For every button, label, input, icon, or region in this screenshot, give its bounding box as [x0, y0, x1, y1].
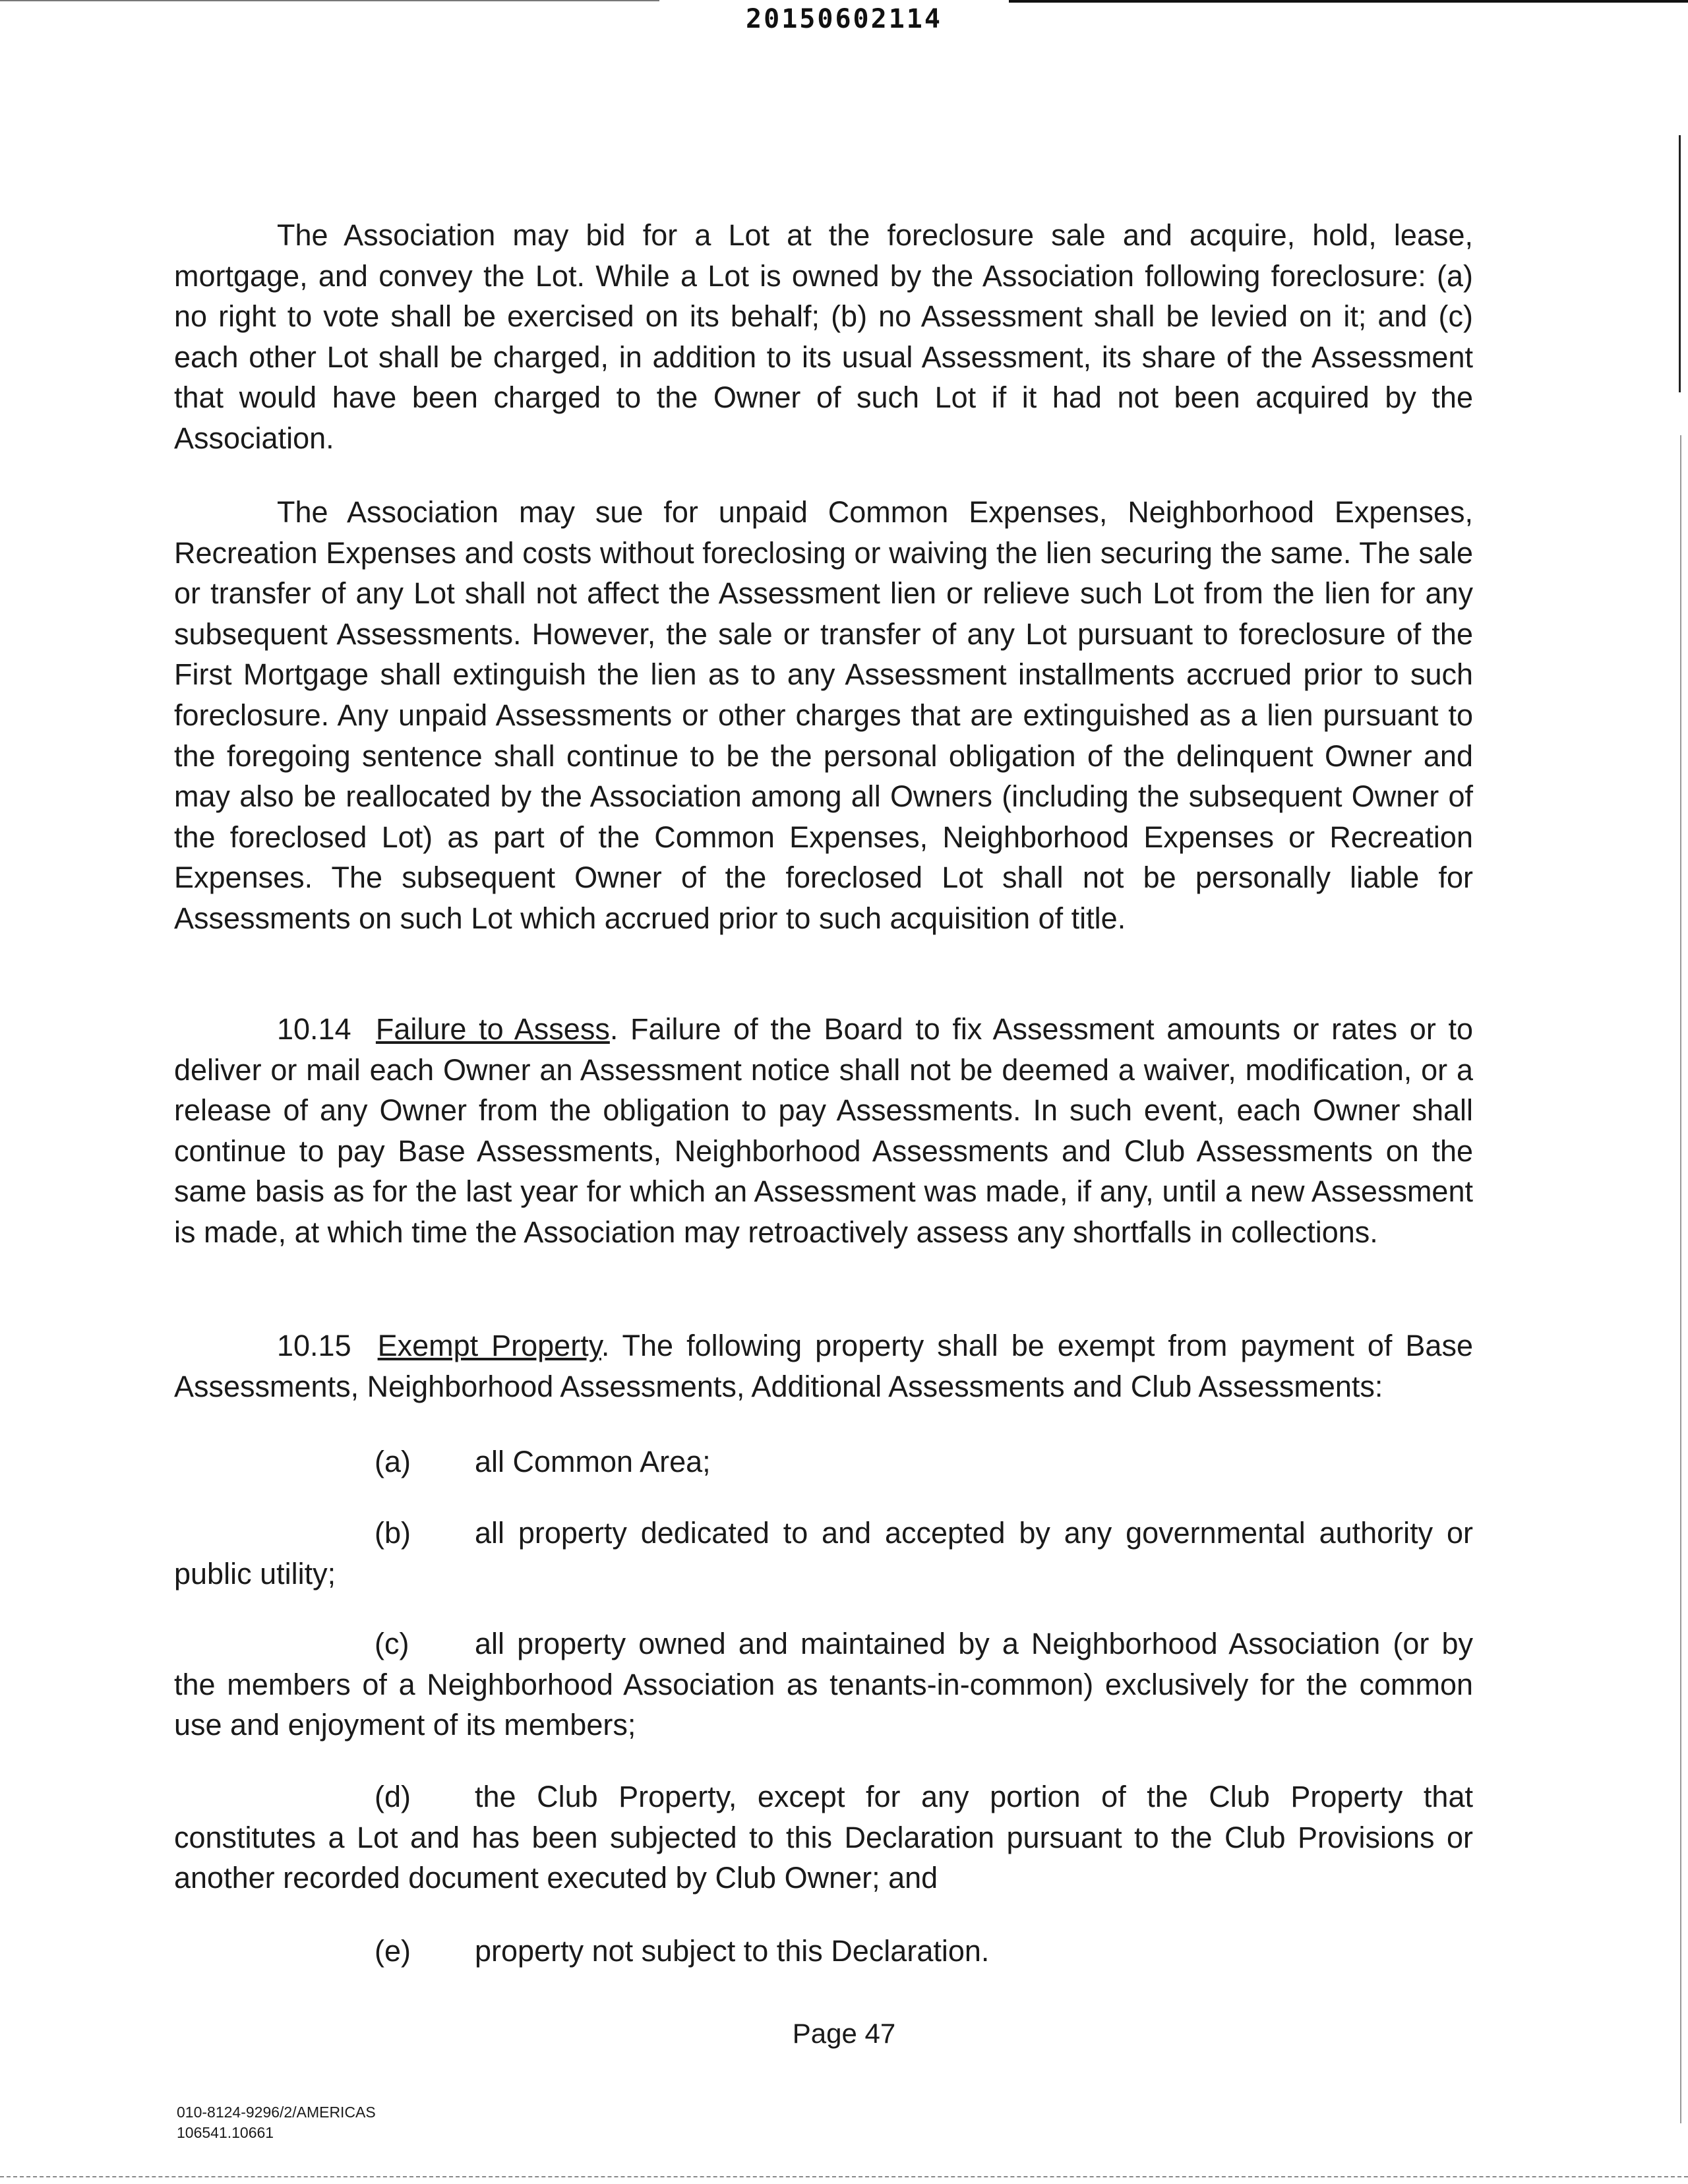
bottom-rule [0, 2176, 1688, 2177]
paragraph-unpaid-expenses [174, 492, 1473, 939]
list-item-text: all Common Area; [475, 1445, 711, 1478]
paragraph-foreclosure-bid [174, 215, 1473, 459]
top-rule-heavy [1009, 0, 1688, 3]
list-item-label: (d) [375, 1780, 411, 1813]
list-item [174, 1513, 1473, 1594]
list-item-label: (c) [375, 1627, 409, 1660]
list-item [174, 1441, 1473, 1482]
page-number: Page 47 [792, 2018, 896, 2049]
section-body: . The following property shall be exempt from payment of Base Assessments, Neighborhood Assessments, Additional Assessments and Club Assessments: [174, 1329, 1473, 1403]
list-item [174, 1623, 1473, 1745]
section-number: 10.14 [277, 1012, 351, 1046]
top-rule [0, 0, 659, 1]
section-paragraph [174, 1325, 1473, 1407]
section-body: . Failure of the Board to fix Assessment amounts or rates or to deliver or mail each Owner an Assessment notice shall not be deemed a waiver, modification, or a release of any Owner from the obligation to pay Assessments. In such event, each Owner shall continue to pay Base Assessments, Neighborhood Assessments and Club Assessments on the same basis as for the last year for which an Assessment was made, if any, until a new Assessment is made, at which time the Association may retroactively assess any shortfalls in collections. [174, 1012, 1473, 1249]
document-identifier [177, 2102, 376, 2143]
doc-id-line: 010-8124-9296/2/AMERICAS [177, 2104, 376, 2121]
paragraph-text: The Association may bid for a Lot at the foreclosure sale and acquire, hold, lease, mortgage, and convey the Lot. While a Lot is owned by the Association following foreclosure: (a) no right to vote shall be exercised on its behalf; (b) no Assessment shall be levied on it; and (c) each other Lot shall be charged, in addition to its usual Assessment, its share of the Assessment that would have been charged to the Owner of such Lot if it had not been acquired by the Association. [174, 218, 1473, 455]
list-item-text: the Club Property, except for any portion of the Club Property that constitutes a Lot and has been subjected to this Declaration pursuant to the Club Provisions or another recorded document executed by Club Owner; and [174, 1780, 1473, 1895]
list-item-label: (b) [375, 1516, 411, 1550]
scan-edge-mark [1679, 135, 1681, 392]
list-item-text: property not subject to this Declaration. [475, 1934, 990, 1968]
paragraph-text: The Association may sue for unpaid Common Expenses, Neighborhood Expenses, Recreation Expenses and costs without foreclosing or waiving the lien securing the same. The sale or transfer of any Lot shall not affect the Assessment lien or relieve such Lot from the lien for any subsequent Assessments. However, the sale or transfer of any Lot pursuant to foreclosure of the First Mortgage shall extinguish the lien as to any Assessment installments accrued prior to such foreclosure. Any unpaid Assessments or other charges that are extinguished as a lien pursuant to the foregoing sentence shall continue to be the personal obligation of the delinquent Owner and may also be reallocated by the Association among all Owners (including the subsequent Owner of the foreclosed Lot) as part of the Common Expenses, Neighborhood Expenses or Recreation Expenses. The subsequent Owner of the foreclosed Lot shall not be personally liable for Assessments on such Lot which accrued prior to such acquisition of title. [174, 495, 1473, 935]
section-paragraph [174, 1009, 1473, 1253]
section-title: Exempt Property [377, 1329, 601, 1362]
list-item-text: all property owned and maintained by a Neighborhood Association (or by the members of a Neighborhood Association as tenants-in-common) exclusively for the common use and enjoyment of its members; [174, 1627, 1473, 1742]
section-10-14 [174, 1009, 1473, 1253]
list-item-text: all property dedicated to and accepted by any governmental authority or public utility; [174, 1516, 1473, 1591]
list-item [174, 1931, 1473, 1972]
section-title: Failure to Assess [375, 1012, 610, 1046]
doc-id-line: 106541.10661 [177, 2124, 274, 2141]
list-item [174, 1776, 1473, 1898]
section-number: 10.15 [277, 1329, 351, 1362]
scan-edge-line [1680, 435, 1681, 2123]
recording-number: 20150602114 [746, 4, 942, 34]
list-item-label: (a) [375, 1445, 411, 1478]
section-10-15 [174, 1325, 1473, 1407]
list-item-label: (e) [375, 1934, 411, 1968]
